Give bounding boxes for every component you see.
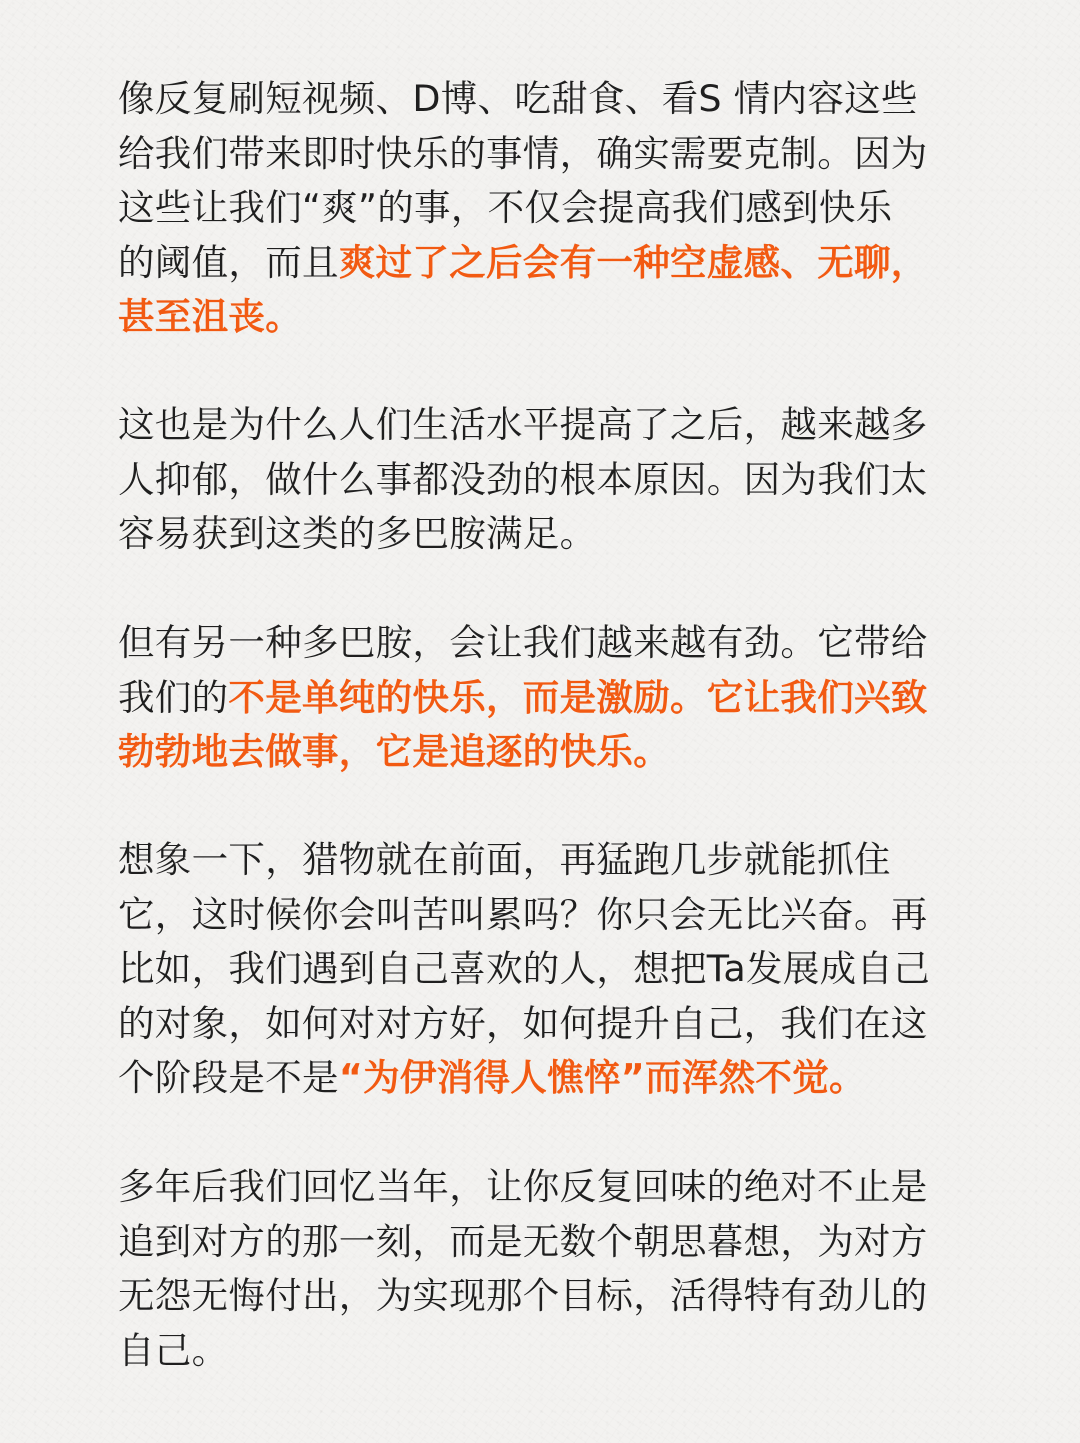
text-line: 容易获到这类的多巴胺满足。 [118,512,597,555]
text-line [118,1051,988,1106]
paragraph-depression-cause [118,398,988,562]
text-line: 比如，我们遇到自己喜欢的人，想把Ta发展成自己 [118,947,931,990]
text-line: 给我们带来即时快乐的事情，确实需要克制。因为 [118,131,928,175]
paragraph-pursuit-example [118,833,988,1106]
text-line [118,671,988,726]
text-line: 这些让我们“爽”的事，不仅会提高我们感到快乐 [118,186,893,229]
text-line: 它，这时候你会叫苦叫累吗？你只会无比兴奋。再 [118,892,928,936]
text-line: 但有另一种多巴胺，会让我们越来越有劲。它带给 [118,621,928,664]
text-line: 想象一下，猎物就在前面，再猛跑几步就能抓住 [118,838,891,881]
text-line: 人抑郁，做什么事都没劲的根本原因。因为我们太 [118,457,928,501]
text-line: 自己。 [118,1328,229,1372]
highlighted-text: 爽过了之后会有一种空虚感、无聊， [338,240,928,284]
paragraph-instant-pleasure [118,72,988,345]
text-line: 追到对方的那一刻，而是无数个朝思暮想，为对方 [118,1219,928,1263]
highlighted-text: 不是单纯的快乐，而是激励。它让我们兴致 [228,675,928,719]
text-line: 的对象，如何对对方好，如何提升自己，我们在这 [118,1001,928,1045]
text-run: 的阈值，而且 [118,240,339,284]
text-line: 这也是为什么人们生活水平提高了之后，越来越多 [118,403,928,446]
text-run: 个阶段是不是 [118,1056,339,1099]
text-run: 我们的 [118,675,229,719]
highlighted-text: 甚至沮丧。 [118,295,302,338]
paragraph-memories [118,1160,988,1378]
highlighted-text: 勃勃地去做事，它是追逐的快乐。 [118,730,670,773]
highlighted-text: “为伊消得人憔悴”而浑然不觉。 [338,1056,866,1099]
text-line: 多年后我们回忆当年，让你反复回味的绝对不止是 [118,1165,928,1208]
paragraph-motivating-dopamine [118,616,988,780]
text-line [118,236,988,291]
text-line: 像反复刷短视频、D博、吃甜食、看S 情内容这些 [118,77,918,120]
text-line: 无怨无悔付出，为实现那个目标，活得特有劲儿的 [118,1274,928,1317]
